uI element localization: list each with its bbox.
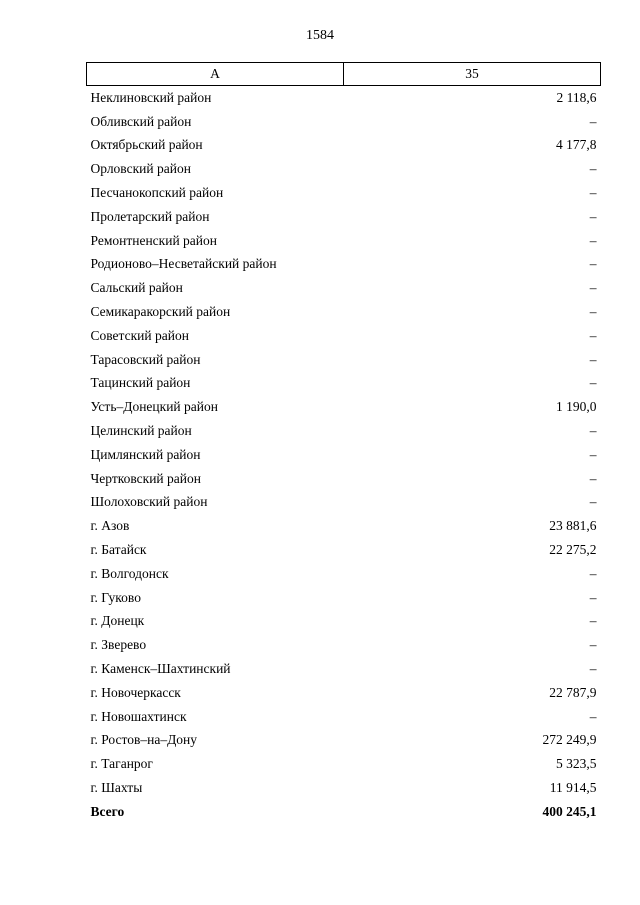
row-value: –: [589, 661, 597, 677]
row-name: г. Шахты: [90, 780, 143, 795]
table-row: [87, 372, 601, 396]
row-value: –: [589, 470, 597, 486]
total-value: 400 245,1: [542, 803, 597, 819]
row-name: Цимлянский район: [90, 446, 201, 462]
data-table: [86, 62, 601, 824]
table-row: [87, 276, 601, 300]
table-row: [87, 538, 601, 562]
row-name: Октябрьский район: [90, 137, 203, 153]
row-name: г. Батайск: [90, 542, 147, 558]
row-value: –: [589, 446, 597, 462]
table-row: [87, 729, 601, 753]
table-row: [87, 681, 601, 705]
row-name: Пролетарский район: [90, 208, 210, 224]
table-row: [87, 181, 601, 205]
table-row: [87, 586, 601, 610]
row-name: г. Волгодонск: [90, 565, 169, 581]
table-row: [87, 443, 601, 467]
row-name: Обливский район: [90, 113, 192, 129]
header-column-name: А: [87, 63, 344, 86]
table-row: [87, 134, 601, 158]
table-row: [87, 324, 601, 348]
row-name: Усть–Донецкий район: [90, 399, 218, 415]
row-name: г. Таганрог: [90, 756, 153, 772]
table-header: [87, 63, 601, 86]
table-row: [87, 776, 601, 800]
row-name: Целинский район: [90, 423, 192, 439]
row-value: 1 190,0: [556, 399, 597, 415]
row-value: –: [589, 185, 597, 201]
table-row: [87, 348, 601, 372]
total-label: Всего: [90, 803, 125, 819]
header-row: [87, 63, 601, 86]
row-name: Тацинский район: [90, 375, 191, 391]
row-name: г. Новошахтинск: [90, 708, 187, 724]
row-value: –: [589, 708, 597, 724]
table-row: [87, 86, 601, 110]
row-value: –: [589, 565, 597, 581]
row-value: –: [589, 351, 597, 367]
row-name: Ремонтненский район: [90, 232, 217, 248]
table-row: [87, 253, 601, 277]
table-row: [87, 157, 601, 181]
header-column-value: 35: [344, 63, 601, 86]
row-value: –: [589, 327, 597, 343]
row-value: –: [589, 161, 597, 177]
total-row: [87, 800, 601, 824]
row-value: 5 323,5: [556, 756, 597, 772]
table-row: [87, 110, 601, 134]
row-name: Орловский район: [90, 161, 191, 177]
row-name: г. Каменск–Шахтинский: [90, 661, 231, 677]
row-value: 11 914,5: [549, 780, 597, 795]
row-value: –: [589, 494, 597, 510]
row-value: –: [589, 280, 597, 296]
table-row: [87, 419, 601, 443]
row-value: 22 787,9: [549, 684, 597, 700]
row-name: г. Ростов–на–Дону: [90, 732, 198, 748]
row-value: 4 177,8: [556, 137, 597, 153]
row-name: Родионово–Несветайский район: [90, 256, 277, 272]
row-value: –: [589, 208, 597, 224]
table-row: [87, 229, 601, 253]
row-name: Песчанокопский район: [90, 185, 224, 201]
row-value: 272 249,9: [542, 732, 597, 748]
row-name: Тарасовский район: [90, 351, 201, 367]
row-value: –: [589, 637, 597, 653]
row-value: 23 881,6: [549, 518, 597, 534]
row-name: Чертковский район: [90, 470, 201, 486]
row-name: г. Донецк: [90, 613, 145, 629]
row-name: г. Зверево: [90, 637, 147, 653]
table-row: [87, 657, 601, 681]
table-row: [87, 633, 601, 657]
table-row: [87, 395, 601, 419]
table-row: [87, 705, 601, 729]
row-value: –: [589, 304, 597, 320]
table-row: [87, 467, 601, 491]
row-value: –: [589, 256, 597, 272]
table-row: [87, 205, 601, 229]
table-body: [87, 86, 601, 824]
row-value: –: [589, 613, 597, 629]
row-value: –: [589, 375, 597, 391]
row-name: Сальский район: [90, 280, 183, 296]
row-value: 22 275,2: [549, 542, 597, 558]
row-name: Семикаракорский район: [90, 304, 231, 320]
row-name: г. Гуково: [90, 589, 141, 605]
table-row: [87, 752, 601, 776]
row-name: Неклиновский район: [90, 89, 212, 105]
table-row: [87, 610, 601, 634]
row-value: –: [589, 113, 597, 129]
row-value: –: [589, 423, 597, 439]
row-name: Шолоховский район: [90, 494, 208, 510]
row-value: –: [589, 589, 597, 605]
row-value: –: [589, 232, 597, 248]
page-number: 1584: [306, 28, 334, 43]
table-row: [87, 491, 601, 515]
row-name: г. Новочеркасск: [90, 684, 181, 700]
row-name: г. Азов: [90, 518, 130, 534]
table-row: [87, 300, 601, 324]
table-row: [87, 562, 601, 586]
row-name: Советский район: [90, 327, 189, 343]
table-row: [87, 514, 601, 538]
row-value: 2 118,6: [556, 89, 597, 105]
